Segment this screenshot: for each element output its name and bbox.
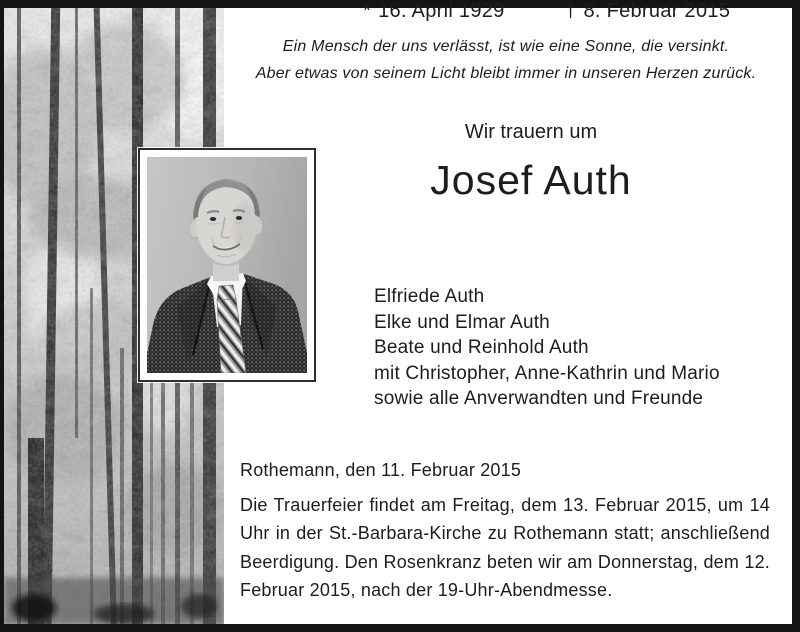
epigraph-line-1: Ein Mensch der uns verlässt, ist wie eine Sonne, die versinkt. <box>282 38 730 55</box>
deceased-name: Josef Auth <box>430 157 632 203</box>
portrait-photo-frame <box>138 148 316 382</box>
death-cross-symbol: † <box>565 0 577 22</box>
mourners-list <box>374 284 720 412</box>
birth-star-symbol: * <box>363 0 372 22</box>
death-date <box>565 0 730 23</box>
epigraph <box>250 33 762 87</box>
intro-line: Wir trauern um <box>464 121 598 143</box>
frame-right-rule <box>792 0 800 632</box>
birth-date <box>363 0 505 23</box>
mourner-line: Elke und Elmar Auth <box>374 311 550 333</box>
mourner-line: Elfriede Auth <box>374 286 485 307</box>
mourner-line: mit Christopher, Anne-Kathrin und Mario <box>374 362 720 384</box>
mourner-line: Beate und Reinhold Auth <box>374 337 589 358</box>
funeral-details: Die Trauerfeier findet am Freitag, dem 13. Februar 2015, um 14 Uhr in der St.-Barbara-Kirche zu Rothemann statt; anschließend Beerdigung. Den Rosenkranz beten wir am Donnerstag, dem 12. Februar 2015, nach der 19-Uhr-Abendmesse. <box>240 495 770 601</box>
place-and-date: Rothemann, den 11. Februar 2015 <box>240 460 522 480</box>
mourner-line: sowie alle Anverwandten und Freunde <box>374 388 704 409</box>
portrait-photo <box>147 157 307 373</box>
epigraph-line-2: Aber etwas von seinem Licht bleibt immer in unseren Herzen zurück. <box>255 65 757 82</box>
frame-bottom-rule <box>0 624 800 632</box>
birth-date-text: 16. April 1929 <box>378 0 505 22</box>
death-date-text: 8. Februar 2015 <box>583 0 731 22</box>
